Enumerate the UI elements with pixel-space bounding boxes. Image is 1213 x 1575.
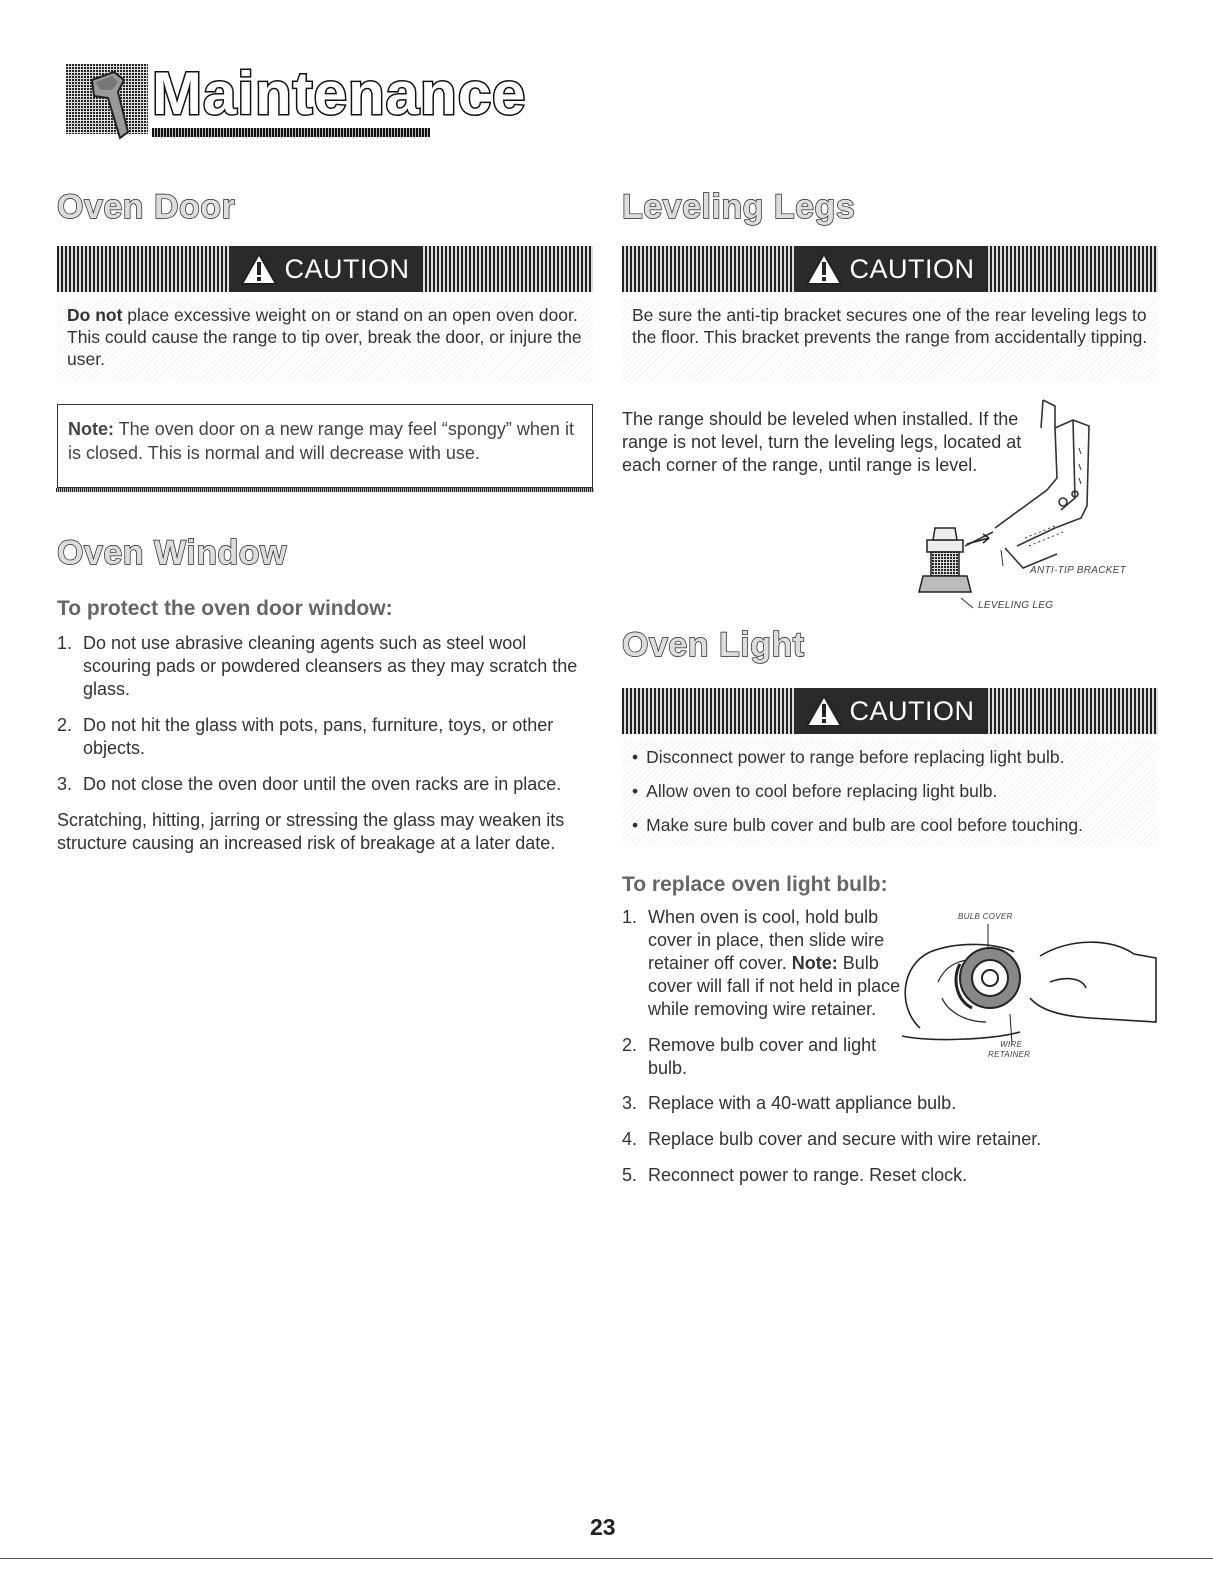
- warning-triangle-icon: [806, 253, 842, 285]
- callout-wire-retainer-2: RETAINER: [988, 1050, 1031, 1059]
- caution-emphasis: Do not: [67, 305, 123, 325]
- caution-body: place excessive weight on or stand on an open oven door. This could cause the range to tip over, break the door, or injure the user.: [67, 305, 582, 369]
- callout-leveling-leg: LEVELING LEG: [978, 600, 1054, 611]
- leveling-caution-text: Be sure the anti-tip bracket secures one of the rear leveling legs to the floor. This bracket prevents the range from accidentally tipping.: [622, 298, 1158, 382]
- bulb-replacement-diagram: [890, 918, 1158, 1048]
- callout-bulb-cover: BULB COVER: [958, 912, 1013, 921]
- oven-window-subheading: To protect the oven door window:: [57, 597, 393, 620]
- header-rule: [152, 128, 430, 137]
- note-label: Note:: [68, 419, 114, 439]
- list-item: 1. Do not use abrasive cleaning agents such as steel wool scouring pads or powdered cleansers as they may scratch the glass.: [57, 633, 578, 699]
- oven-door-heading: Oven Door: [57, 188, 236, 226]
- list-item: 3. Replace with a 40-watt appliance bulb.: [622, 1093, 957, 1113]
- oven-light-step-1: 1. When oven is cool, hold bulb cover in place, then slide wire retainer off cover. Note: Bulb cover will fall if not held in place while removing wire retainer.: [622, 907, 901, 1019]
- callout-anti-tip-bracket: ANTI-TIP BRACKET: [1030, 565, 1127, 576]
- list-item: 5. Reconnect power to range. Reset clock.: [622, 1165, 968, 1185]
- note-box: [57, 404, 593, 488]
- oven-light-caution-bar: [622, 688, 1158, 734]
- leveling-leg-diagram: [905, 398, 1155, 620]
- leveling-caution-bar: [622, 246, 1158, 292]
- oven-light-heading: Oven Light: [622, 626, 805, 664]
- leveling-legs-body: The range should be leveled when installed. If the range is not level, turn the leveling legs, located at each corner of the range, until range is level.: [622, 409, 1022, 475]
- warning-triangle-icon: [241, 253, 277, 285]
- leveling-legs-heading: Leveling Legs: [622, 188, 856, 226]
- oven-light-steps-rest: [622, 1092, 1142, 1200]
- page-bottom-rule: [0, 1558, 1213, 1559]
- oven-window-heading: Oven Window: [57, 534, 287, 572]
- list-item: • Disconnect power to range before replacing light bulb.: [632, 746, 1148, 768]
- oven-light-subheading: To replace oven light bulb:: [622, 873, 888, 896]
- oven-light-step-2: 2. Remove bulb cover and light bulb.: [622, 1035, 877, 1078]
- wrench-icon: [66, 58, 148, 140]
- caution-label: CAUTION: [849, 695, 975, 726]
- list-item: • Allow oven to cool before replacing light bulb.: [632, 780, 1148, 802]
- page-number: 23: [590, 1514, 616, 1540]
- caution-label: CAUTION: [284, 253, 410, 284]
- list-item: 2. Do not hit the glass with pots, pans, furniture, toys, or other objects.: [57, 715, 554, 758]
- warning-triangle-icon: [806, 695, 842, 727]
- page-header-title: Maintenance: [152, 60, 527, 127]
- caution-label: CAUTION: [849, 253, 975, 284]
- oven-door-caution-bar: [57, 246, 593, 292]
- list-item: 4. Replace bulb cover and secure with wire retainer.: [622, 1129, 1042, 1149]
- callout-wire-retainer-1: WIRE: [1000, 1040, 1023, 1049]
- list-item: 3. Do not close the oven door until the oven racks are in place.: [57, 774, 562, 794]
- oven-window-steps: [57, 632, 587, 855]
- list-item: • Make sure bulb cover and bulb are cool before touching.: [632, 814, 1148, 836]
- note-text: The oven door on a new range may feel “spongy” when it is closed. This is normal and will decrease with use.: [68, 419, 574, 463]
- oven-light-caution-text: [622, 740, 1158, 846]
- oven-window-closing: Scratching, hitting, jarring or stressing the glass may weaken its structure causing an increased risk of breakage at a later date.: [57, 810, 565, 853]
- oven-door-caution-text: [57, 298, 593, 382]
